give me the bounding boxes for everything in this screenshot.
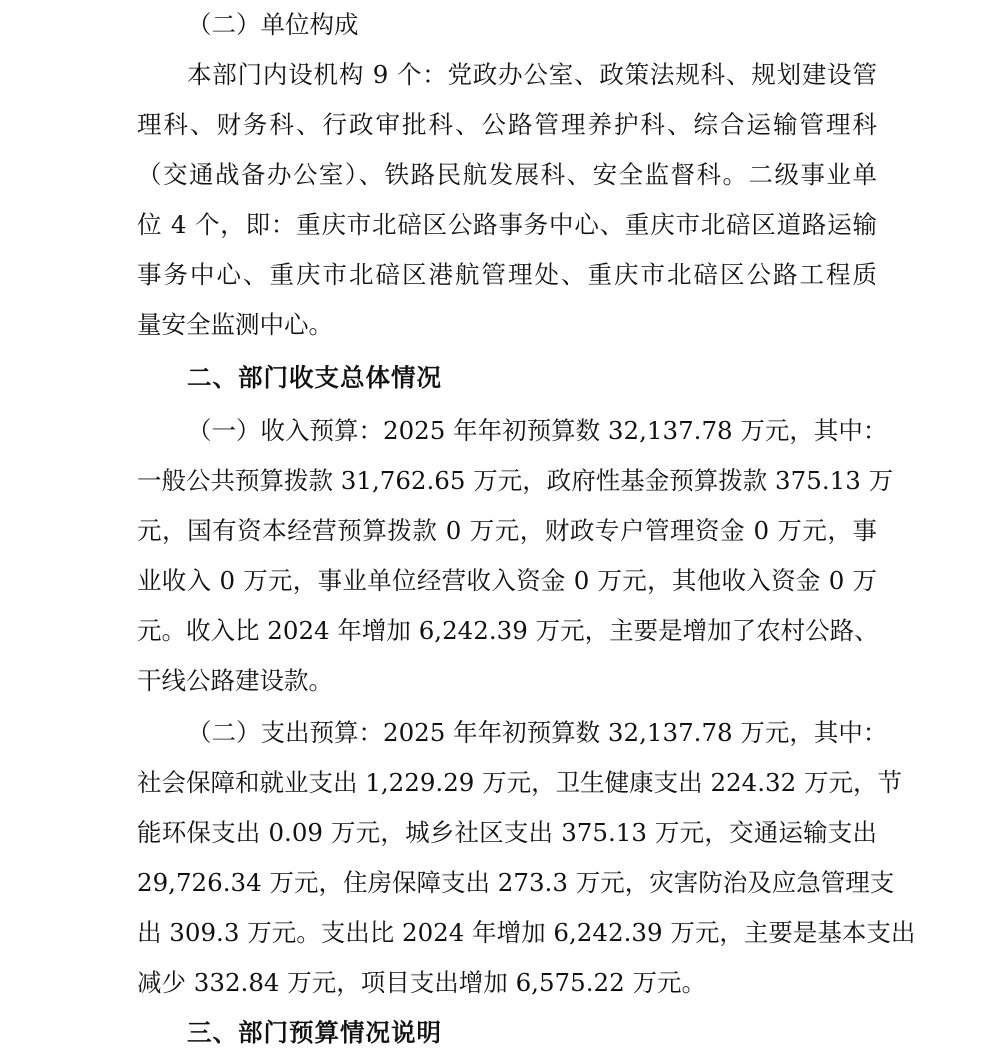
section-heading-income-expenditure: 二、部门收支总体情况 [187,363,442,392]
section-heading-budget-explanation: 三、部门预算情况说明 [187,1018,442,1047]
paragraph-line: 出 309.3 万元。支出比 2024 年增加 6,242.39 万元，主要是基本支出 [137,918,916,947]
paragraph-line: （二）支出预算：2025 年年初预算数 32,137.78 万元，其中： [187,718,888,747]
paragraph-line: 减少 332.84 万元，项目支出增加 6,575.22 万元。 [137,968,706,997]
paragraph-line: （一）收入预算：2025 年年初预算数 32,137.78 万元，其中： [187,416,888,445]
paragraph-line: 29,726.34 万元，住房保障支出 273.3 万元，灾害防治及应急管理支 [137,868,895,897]
paragraph-line: 理科、财务科、行政审批科、公路管理养护科、综合运输管理科 [137,110,877,139]
paragraph-line: 位 4 个，即：重庆市北碚区公路事务中心、重庆市北碚区道路运输 [137,210,877,239]
paragraph-line: 量安全监测中心。 [137,310,333,339]
paragraph-line: 业收入 0 万元，事业单位经营收入资金 0 万元，其他收入资金 0 万 [137,566,877,595]
paragraph-line: 一般公共预算拨款 31,762.65 万元，政府性基金预算拨款 375.13 万 [137,466,894,495]
paragraph-line: 干线公路建设款。 [137,666,333,695]
paragraph-line: 本部门内设机构 9 个：党政办公室、政策法规科、规划建设管 [187,60,877,89]
paragraph-line: 社会保障和就业支出 1,229.29 万元，卫生健康支出 224.32 万元，节 [137,768,902,797]
paragraph-line: 事务中心、重庆市北碚区港航管理处、重庆市北碚区公路工程质 [137,260,877,289]
subsection-heading-unit-composition: （二）单位构成 [187,10,359,39]
paragraph-line: 能环保支出 0.09 万元，城乡社区支出 375.13 万元，交通运输支出 [137,818,877,847]
paragraph-line: （交通战备办公室）、铁路民航发展科、安全监督科。二级事业单 [137,160,877,189]
paragraph-line: 元。收入比 2024 年增加 6,242.39 万元，主要是增加了农村公路、 [137,616,879,645]
paragraph-line: 元，国有资本经营预算拨款 0 万元，财政专户管理资金 0 万元，事 [137,516,877,545]
